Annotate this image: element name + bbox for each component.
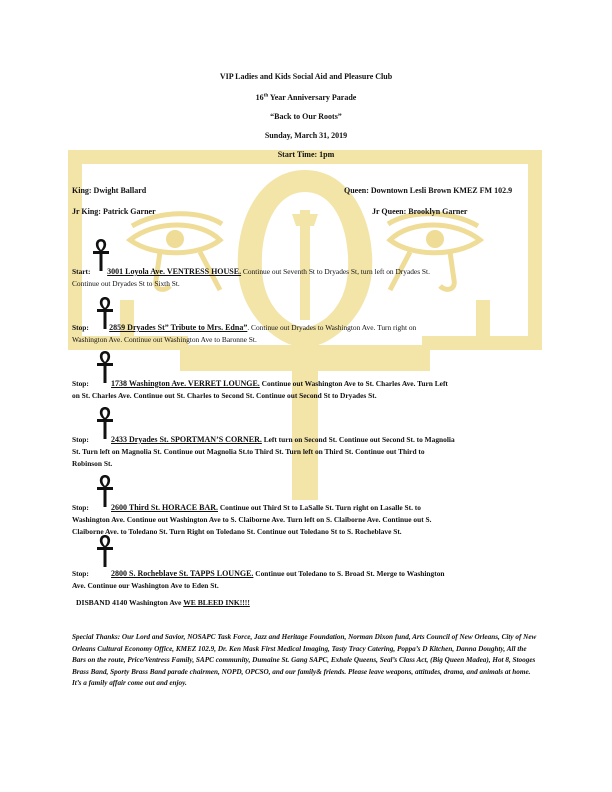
queen: Queen: Downtown Lesli Brown KMEZ FM 102.9 bbox=[344, 186, 513, 195]
route-stop bbox=[72, 322, 532, 346]
stop-address: 2600 Third St. HORACE BAR. bbox=[111, 503, 218, 512]
disband-location: DISBAND 4140 Washington Ave bbox=[76, 598, 184, 607]
stop-directions: Continue out Third St to LaSalle St. Turn right on Lasalle St. to bbox=[218, 503, 421, 512]
king: King: Dwight Ballard bbox=[72, 186, 147, 195]
parade-date: Sunday, March 31, 2019 bbox=[264, 131, 348, 140]
thanks-text: Our Lord and Savior, NOSAPC Task Force, Jazz and Heritage Foundation, Norman Dixon fund, Arts Council of New Orleans, City of New Orleans Cultural Economy Office, KMEZ 102.9, Dr. Ken Mask First Medical Imaging, Tasty Tracy Catering, Poppa’s D Kitchen, Danna Doughty, All the Bars on the route, Price/Ventress Family, SAPC community, Dumaine St. Gang SAPC, Exhale Queens, Seal’s Class Act, (Big Queen Madea), Hot 8, Stooges Brass Band, Sporty Brass Band parade chairmen, NOPD, OPCSO, and our family& friends. Please leave weapons, attitudes, drama, and animals at home. It’s a family affair come out and enjoy. bbox=[72, 633, 537, 687]
stop-address: 3001 Loyola Ave. VENTRESS HOUSE. bbox=[107, 267, 242, 276]
stop-address: 2433 Dryades St. SPORTMAN’S CORNER. bbox=[111, 435, 262, 444]
route-stop bbox=[72, 378, 532, 402]
stop-label: Start: bbox=[72, 267, 91, 276]
stop-directions: Continue out Toledano to S. Broad St. Merge to Washington bbox=[253, 569, 445, 578]
club-name: VIP Ladies and Kids Social Aid and Pleasure Club bbox=[219, 72, 393, 81]
anniversary-title bbox=[0, 93, 612, 102]
stop-label: Stop: bbox=[72, 435, 89, 444]
stop-directions: Continue out Washington Ave to St. Charles Ave. Turn Left bbox=[259, 379, 448, 388]
disband-line bbox=[76, 598, 250, 607]
anniversary-text: Year Anniversary Parade bbox=[268, 93, 357, 102]
stop-directions: . Continue out Dryades to Washington Ave. Turn right on bbox=[247, 323, 417, 332]
stop-address: 2800 S. Rocheblave St. TAPPS LOUNGE. bbox=[111, 569, 254, 578]
jr-king: Jr King: Patrick Garner bbox=[72, 207, 156, 216]
route-start bbox=[72, 266, 532, 290]
stop-directions: Continue out Dryades St to Sixth St. bbox=[72, 279, 180, 288]
special-thanks bbox=[72, 632, 537, 690]
route-stop bbox=[72, 434, 532, 470]
anniversary-number: 16 bbox=[255, 93, 264, 102]
jr-queen: Jr Queen: Brooklyn Garner bbox=[372, 207, 468, 216]
stop-directions: on St. Charles Ave. Continue out St. Charles to Second St. Continue out Second St to Dryades St. bbox=[72, 391, 377, 400]
stop-label: Stop: bbox=[72, 503, 89, 512]
stop-address: 1738 Washington Ave. VERRET LOUNGE. bbox=[111, 379, 260, 388]
stop-label: Stop: bbox=[72, 379, 89, 388]
stop-directions: Robinson St. bbox=[72, 459, 113, 468]
stop-directions: Washington Ave. Continue out Washington Ave to S. Claiborne Ave. Turn left on S. Claiborne Ave. Continue out S. bbox=[72, 515, 432, 524]
route-stop bbox=[72, 568, 532, 592]
slogan: WE BLEED INK!!!! bbox=[183, 598, 250, 607]
route-stop bbox=[72, 502, 532, 538]
stop-directions: Washington Ave. Continue out Washington Ave to Baronne St. bbox=[72, 335, 257, 344]
stop-directions: Ave. Continue our Washington Ave to Eden St. bbox=[72, 581, 219, 590]
stop-directions: Claiborne Ave. to Toledano St. Turn Right on Toledano St. Continue out Toledano St to S. Rocheblave St. bbox=[72, 527, 402, 536]
stop-directions: Left turn on Second St. Continue out Second St. to Magnolia bbox=[261, 435, 455, 444]
stop-directions: Continue out Seventh St to Dryades St, turn left on Dryades St. bbox=[241, 267, 430, 276]
stop-directions: St. Turn left on Magnolia St. Continue out Magnolia St.to Third St. Turn left on Third St. Continue out Third to bbox=[72, 447, 425, 456]
stop-label: Stop: bbox=[72, 323, 89, 332]
anniversary-suffix: th bbox=[263, 93, 269, 99]
start-time: Start Time: 1pm bbox=[277, 150, 335, 159]
parade-theme: “Back to Our Roots” bbox=[270, 112, 342, 121]
thanks-label: Special Thanks: bbox=[72, 633, 121, 641]
ankh-icon bbox=[96, 534, 114, 568]
stop-label: Stop: bbox=[72, 569, 89, 578]
stop-address: 2859 Dryades St” Tribute to Mrs. Edna” bbox=[109, 323, 248, 332]
